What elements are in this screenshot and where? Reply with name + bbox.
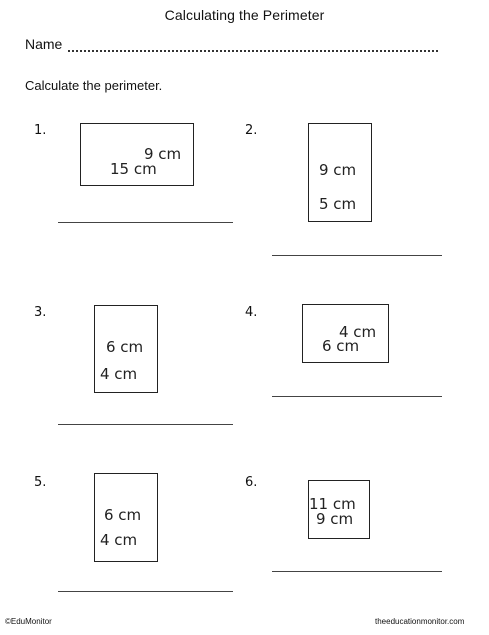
problem-2-number: 2.: [245, 123, 258, 138]
page-title: Calculating the Perimeter: [164, 7, 325, 23]
copyright-text: ©EduMonitor: [5, 617, 52, 626]
problem-5-answer-line[interactable]: [58, 591, 233, 592]
problem-2-answer-line[interactable]: [272, 255, 442, 256]
website-text: theeducationmonitor.com: [375, 617, 465, 626]
problem-3-length: 6 cm: [106, 338, 144, 356]
problem-5-number: 5.: [34, 475, 47, 490]
instruction-text: Calculate the perimeter.: [25, 78, 163, 93]
problem-6-width: 9 cm: [316, 510, 354, 528]
problem-1-width: 9 cm: [144, 145, 182, 163]
problem-4-number: 4.: [245, 305, 258, 320]
name-label: Name: [25, 36, 63, 52]
problem-4-length: 6 cm: [322, 337, 360, 355]
problem-2-width: 5 cm: [319, 195, 357, 213]
problem-3-answer-line[interactable]: [58, 424, 233, 425]
problem-5-width: 4 cm: [100, 531, 138, 549]
problem-6-answer-line[interactable]: [272, 571, 442, 572]
problem-1-number: 1.: [34, 123, 47, 138]
problem-2-length: 9 cm: [319, 161, 357, 179]
problem-5-length: 6 cm: [104, 506, 142, 524]
problem-6-number: 6.: [245, 475, 258, 490]
problem-1-length: 15 cm: [110, 160, 157, 178]
name-field[interactable]: [68, 38, 438, 52]
problem-1-answer-line[interactable]: [58, 222, 233, 223]
problem-4-width: 4 cm: [339, 323, 377, 341]
name-row: [25, 36, 438, 52]
problem-3-width: 4 cm: [100, 365, 138, 383]
problem-3-number: 3.: [34, 305, 47, 320]
problem-6-length: 11 cm: [309, 495, 356, 513]
problem-4-answer-line[interactable]: [272, 396, 442, 397]
